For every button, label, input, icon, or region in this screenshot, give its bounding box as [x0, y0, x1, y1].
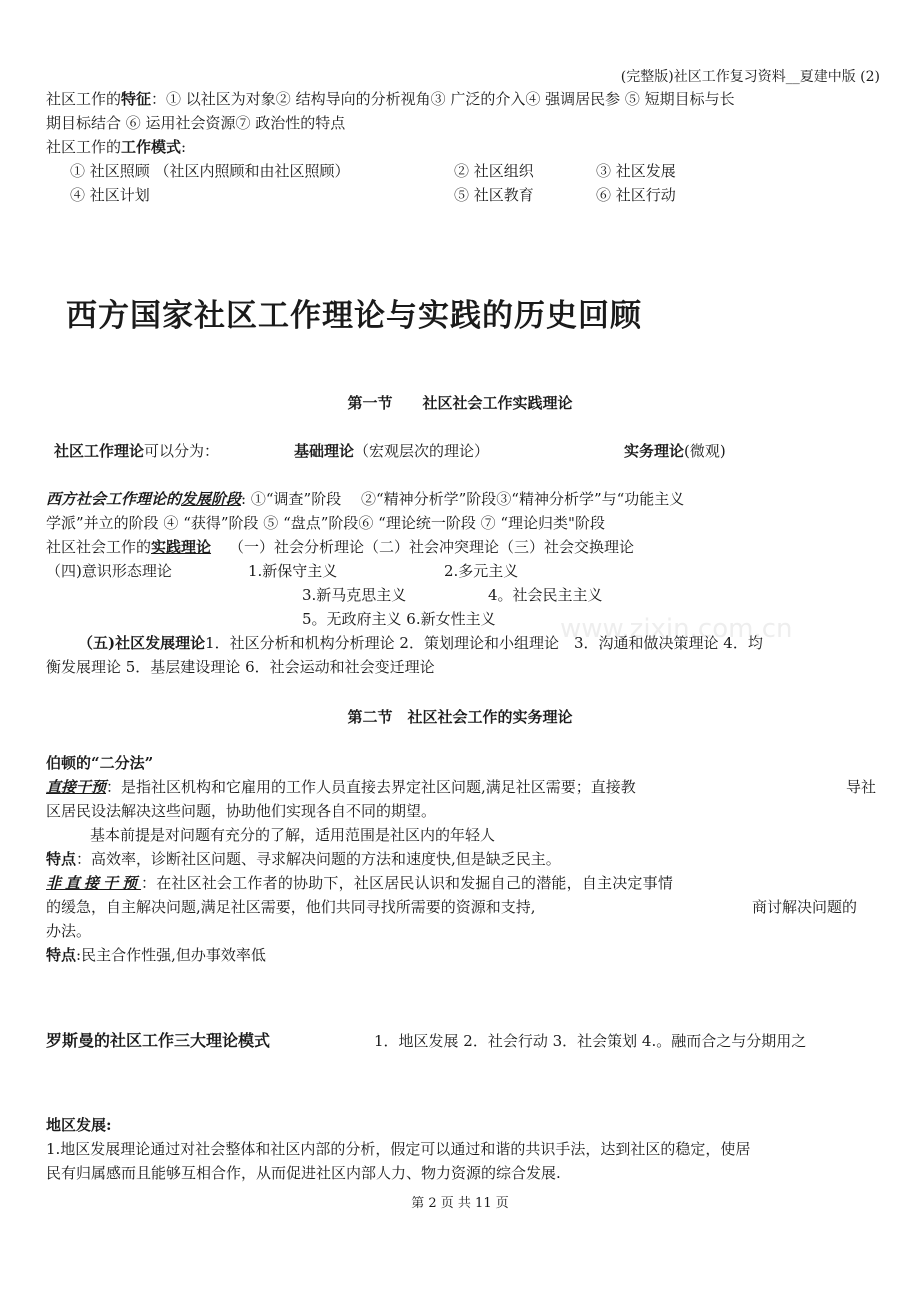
local-development-heading: 地区发展: — [46, 1116, 112, 1134]
practice-theory-heading: 实践理论 — [151, 538, 212, 556]
indirect-line-3: 办法。 — [46, 922, 92, 940]
direct-line-1 — [46, 776, 636, 798]
watermark: www.zixin.com.cn — [560, 614, 793, 644]
practice-theory — [624, 440, 726, 462]
chapter-title: 西方国家社区工作理论与实践的历史回顾 — [66, 298, 642, 334]
practice-theory-line-1 — [46, 536, 634, 558]
local-development-line-1: 1.地区发展理论通过对社会整体和社区内部的分析，假定可以通过和谐的共识手法，达到社区的稳定，使居 — [46, 1140, 751, 1158]
indirect-features-label: 特点 — [46, 946, 77, 964]
development-label: （五)社区发展理论 — [78, 634, 206, 652]
theory-division — [54, 440, 219, 462]
development-line-1 — [78, 632, 763, 654]
ideology-item: 4。社会民主主义 — [488, 586, 603, 604]
ideology-item: 5。无政府主义 6.新女性主义 — [302, 610, 496, 628]
models-label: 工作模式 — [121, 138, 182, 156]
indirect-line-2: 的缓急，自主解决问题,满足社区需要，他们共同寻找所需要的资源和支持, — [46, 898, 536, 916]
stages-label: 发展阶段 — [181, 490, 242, 508]
model-item: ⑤ 社区教育 — [454, 186, 534, 204]
indirect-text: ：在社区社会工作者的协助下，社区居民认识和发掘自己的潜能，自主决定事情 — [141, 874, 674, 892]
direct-features — [46, 848, 561, 870]
practice-theory-label: 实务理论 — [624, 442, 685, 460]
models-lead: 社区工作的 — [46, 138, 122, 156]
models-heading — [46, 136, 186, 158]
ideology-theory: （四)意识形态理论 — [46, 562, 172, 580]
model-item: ② 社区组织 — [454, 162, 534, 180]
features-line-1 — [46, 88, 735, 110]
ideology-item: 1.新保守主义 — [248, 562, 338, 580]
direct-label: 直接干预 — [46, 778, 107, 796]
practice-theory-lead: 社区社会工作的 — [46, 538, 152, 556]
stages-line-2: 学派”并立的阶段 ④ “获得”阶段 ⑤ “盘点”阶段⑥ “理论统一阶段 ⑦ “理论归类"阶段 — [46, 514, 605, 532]
basic-theory-label: 基础理论 — [294, 442, 355, 460]
page-footer: 第 2 页 共 11 页 — [411, 1196, 509, 1211]
indirect-line-1 — [46, 872, 673, 894]
stages-lead: 西方社会工作理论的 — [46, 490, 182, 508]
division-lead-label: 社区工作理论 — [54, 442, 145, 460]
features-lead: 社区工作的 — [46, 90, 122, 108]
direct-features-text: ：高效率，诊断社区问题、寻求解决问题的方法和速度快,但是缺乏民主。 — [76, 850, 561, 868]
development-line-2: 衡发展理论 5．基层建设理论 6．社会运动和社会变迁理论 — [46, 658, 435, 676]
indirect-features-text: :民主合作性强,但办事效率低 — [76, 946, 266, 964]
direct-text: ：是指社区机构和它雇用的工作人员直接去界定社区问题,满足社区需要；直接教 — [106, 778, 636, 796]
section-2-title: 第二节 社区社会工作的实务理论 — [347, 708, 573, 726]
indirect-line-2-end: 商讨解决问题的 — [752, 898, 858, 916]
indirect-label: 非直接干预 — [46, 874, 142, 892]
practice-theory-items: （一）社会分析理论（二）社会冲突理论（三）社会交换理论 — [229, 538, 635, 556]
development-text: 1．社区分析和机构分析理论 2．策划理论和小组理论 3．沟通和做决策理论 4．均 — [205, 634, 763, 652]
stages-text: : ①“调查”阶段 ②“精神分析学”阶段③“精神分析学”与“功能主义 — [241, 490, 685, 508]
model-item: ③ 社区发展 — [596, 162, 676, 180]
rothman-heading: 罗斯曼的社区工作三大理论模式 — [46, 1031, 271, 1050]
model-item: ④ 社区计划 — [70, 186, 150, 204]
page-header: (完整版)社区工作复习资料__夏建中版 (2) — [620, 69, 880, 85]
ideology-item: 2.多元主义 — [444, 562, 519, 580]
ideology-item: 3.新马克思主义 — [302, 586, 407, 604]
features-label: 特征 — [121, 90, 152, 108]
indirect-features — [46, 944, 266, 966]
direct-line-1-end: 导社 — [846, 778, 877, 796]
section-1-title: 第一节 社区社会工作实践理论 — [347, 394, 573, 412]
direct-line-2: 区居民设法解决这些问题，协助他们实现各自不同的期望。 — [46, 802, 437, 820]
direct-features-label: 特点 — [46, 850, 77, 868]
local-development-line-2: 民有归属感而且能够互相合作，从而促进社区内部人力、物力资源的综合发展. — [46, 1164, 561, 1182]
features-text: ：① 以社区为对象② 结构导向的分析视角③ 广泛的介入④ 强调居民参 ⑤ 短期目标与长 — [151, 90, 735, 108]
practice-theory-text: (微观) — [684, 442, 726, 460]
models-colon: : — [181, 138, 187, 156]
basic-theory-text: （宏观层次的理论） — [354, 442, 490, 460]
division-lead-text: 可以分为： — [144, 442, 220, 460]
model-item: ⑥ 社区行动 — [596, 186, 676, 204]
rothman-models: 1．地区发展 2．社会行动 3．社会策划 4.。融而合之与分期用之 — [374, 1032, 807, 1050]
basic-theory — [294, 440, 489, 462]
direct-line-3: 基本前提是对问题有充分的了解，适用范围是社区内的年轻人 — [90, 826, 496, 844]
features-line-2: 期目标结合 ⑥ 运用社会资源⑦ 政治性的特点 — [46, 114, 346, 132]
model-item: ① 社区照顾 （社区内照顾和由社区照顾） — [70, 162, 350, 180]
stages-line-1 — [46, 488, 684, 510]
batten-heading: 伯顿的“二分法” — [46, 754, 154, 772]
